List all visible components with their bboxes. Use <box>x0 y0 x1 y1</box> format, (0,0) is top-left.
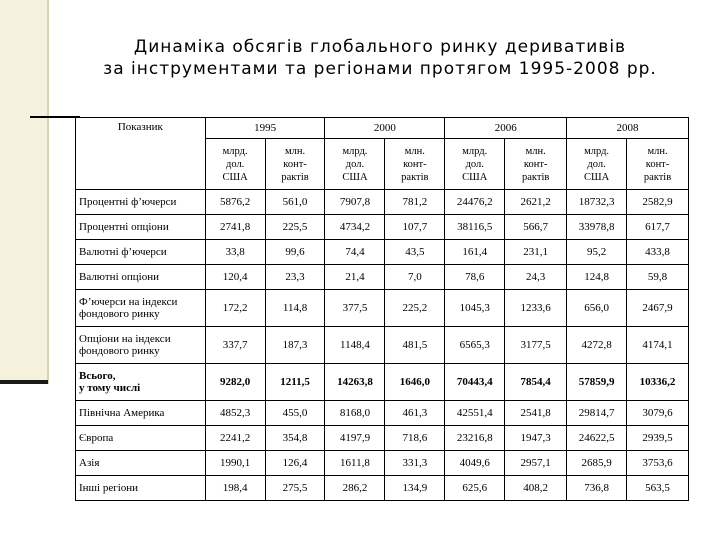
table-row <box>76 240 689 265</box>
unit-text: дол. <box>465 158 484 170</box>
unit-text: США <box>462 171 488 183</box>
table-cell: 617,7 <box>627 215 689 240</box>
year-header: 2008 <box>567 118 689 139</box>
table-cell: 563,5 <box>627 476 689 501</box>
unit-text: рактів <box>521 171 550 183</box>
table-cell: 2582,9 <box>627 190 689 215</box>
row-label: Ф’ючерси на індекси фондового ринку <box>76 290 206 327</box>
table-cell: 433,8 <box>627 240 689 265</box>
table-cell: 161,4 <box>445 240 505 265</box>
row-label-line: Всього, <box>79 370 116 382</box>
table-row <box>76 401 689 426</box>
row-label: Опціони на індекси фондового ринку <box>76 327 206 364</box>
table-cell: 33978,8 <box>567 215 627 240</box>
table-cell: 4852,3 <box>205 401 265 426</box>
table-cell: 70443,4 <box>445 364 505 401</box>
table-row <box>76 451 689 476</box>
unit-text: млн. <box>525 145 546 157</box>
decorative-vertical-line <box>47 0 49 384</box>
table-cell: 231,1 <box>505 240 567 265</box>
table-cell: 3177,5 <box>505 327 567 364</box>
table-cell: 2741,8 <box>205 215 265 240</box>
unit-text: конт- <box>403 158 427 170</box>
unit-header-usd <box>325 139 385 190</box>
table-cell: 187,3 <box>265 327 325 364</box>
derivatives-table <box>75 117 689 501</box>
unit-text: конт- <box>283 158 307 170</box>
unit-text: рактів <box>643 171 672 183</box>
unit-text: млн. <box>404 145 425 157</box>
table-cell: 2621,2 <box>505 190 567 215</box>
unit-header-contracts <box>265 139 325 190</box>
table-cell: 4197,9 <box>325 426 385 451</box>
table-cell: 4272,8 <box>567 327 627 364</box>
table-cell: 2939,5 <box>627 426 689 451</box>
table-cell: 2541,8 <box>505 401 567 426</box>
table-cell: 2957,1 <box>505 451 567 476</box>
table-cell: 7854,4 <box>505 364 567 401</box>
table-cell: 126,4 <box>265 451 325 476</box>
table-cell: 9282,0 <box>205 364 265 401</box>
table-cell: 354,8 <box>265 426 325 451</box>
table-cell: 23,3 <box>265 265 325 290</box>
table-cell: 59,8 <box>627 265 689 290</box>
table-cell: 7907,8 <box>325 190 385 215</box>
unit-text: дол. <box>225 158 245 170</box>
table-cell: 7,0 <box>385 265 445 290</box>
table-cell: 74,4 <box>325 240 385 265</box>
unit-text: США <box>583 171 610 183</box>
table-cell: 43,5 <box>385 240 445 265</box>
table-cell: 6565,3 <box>445 327 505 364</box>
row-label: Північна Америка <box>76 401 206 426</box>
table-cell: 1646,0 <box>385 364 445 401</box>
table-cell: 3753,6 <box>627 451 689 476</box>
table-cell: 3079,6 <box>627 401 689 426</box>
row-label: Процентні ф’ючерси <box>76 190 206 215</box>
table-cell: 38116,5 <box>445 215 505 240</box>
table-cell: 4734,2 <box>325 215 385 240</box>
table-cell: 8168,0 <box>325 401 385 426</box>
table-row <box>76 265 689 290</box>
table-cell: 481,5 <box>385 327 445 364</box>
table-cell: 286,2 <box>325 476 385 501</box>
table-cell: 461,3 <box>385 401 445 426</box>
decorative-bar-top <box>0 0 48 118</box>
unit-text: конт- <box>523 158 548 170</box>
table-cell: 1211,5 <box>265 364 325 401</box>
table-cell: 21,4 <box>325 265 385 290</box>
unit-text: млрд. <box>584 145 610 157</box>
unit-text: рактів <box>281 171 309 183</box>
table-cell: 134,9 <box>385 476 445 501</box>
unit-text: дол. <box>345 158 365 170</box>
table-cell: 120,4 <box>205 265 265 290</box>
table-cell: 736,8 <box>567 476 627 501</box>
slide-title <box>60 36 700 80</box>
table-cell: 4049,6 <box>445 451 505 476</box>
unit-header-usd <box>205 139 265 190</box>
unit-text: дол. <box>587 158 606 170</box>
table-cell: 10336,2 <box>627 364 689 401</box>
table-row <box>76 476 689 501</box>
table-cell: 24,3 <box>505 265 567 290</box>
table-cell: 1611,8 <box>325 451 385 476</box>
table-cell: 625,6 <box>445 476 505 501</box>
unit-header-contracts <box>627 139 689 190</box>
unit-header-contracts <box>505 139 567 190</box>
table-cell: 455,0 <box>265 401 325 426</box>
unit-text: млрд. <box>462 145 488 157</box>
table-row <box>76 190 689 215</box>
indicator-header: Показник <box>76 118 206 190</box>
table-cell: 124,8 <box>567 265 627 290</box>
row-label-total <box>76 364 206 401</box>
table-cell: 1990,1 <box>205 451 265 476</box>
table-cell: 781,2 <box>385 190 445 215</box>
table-cell: 23216,8 <box>445 426 505 451</box>
unit-text: млн. <box>647 145 668 157</box>
decorative-line-top <box>30 116 80 118</box>
title-line-2: за інструментами та регіонами протягом 1995-2008 рр. <box>103 59 657 79</box>
decorative-line-bottom <box>0 380 48 384</box>
year-header: 2000 <box>325 118 445 139</box>
table-cell: 1947,3 <box>505 426 567 451</box>
table-cell: 1045,3 <box>445 290 505 327</box>
year-header: 1995 <box>205 118 325 139</box>
table-row <box>76 290 689 327</box>
decorative-bar-middle <box>0 118 48 380</box>
table-cell: 172,2 <box>205 290 265 327</box>
table-row <box>76 215 689 240</box>
table-cell: 337,7 <box>205 327 265 364</box>
table-cell: 99,6 <box>265 240 325 265</box>
table-row-total <box>76 364 689 401</box>
row-label: Інші регіони <box>76 476 206 501</box>
row-label: Процентні опціони <box>76 215 206 240</box>
table-cell: 566,7 <box>505 215 567 240</box>
table-cell: 2241,2 <box>205 426 265 451</box>
table-cell: 42551,4 <box>445 401 505 426</box>
row-label: Європа <box>76 426 206 451</box>
unit-text: США <box>342 171 368 183</box>
unit-text: млрд. <box>222 145 248 157</box>
row-label: Азія <box>76 451 206 476</box>
table-cell: 14263,8 <box>325 364 385 401</box>
table-cell: 5876,2 <box>205 190 265 215</box>
table-cell: 24622,5 <box>567 426 627 451</box>
table-cell: 331,3 <box>385 451 445 476</box>
table-cell: 24476,2 <box>445 190 505 215</box>
year-header: 2006 <box>445 118 567 139</box>
table-cell: 107,7 <box>385 215 445 240</box>
table-cell: 2467,9 <box>627 290 689 327</box>
unit-header-contracts <box>385 139 445 190</box>
table-cell: 78,6 <box>445 265 505 290</box>
unit-text: рактів <box>401 171 429 183</box>
table-cell: 225,2 <box>385 290 445 327</box>
table-cell: 377,5 <box>325 290 385 327</box>
table-cell: 114,8 <box>265 290 325 327</box>
table-cell: 198,4 <box>205 476 265 501</box>
table-cell: 57859,9 <box>567 364 627 401</box>
table-cell: 29814,7 <box>567 401 627 426</box>
row-label-line: у тому числі <box>79 382 141 394</box>
unit-text: млрд. <box>342 145 368 157</box>
table-cell: 275,5 <box>265 476 325 501</box>
unit-header-usd <box>567 139 627 190</box>
unit-header-usd <box>445 139 505 190</box>
table-cell: 18732,3 <box>567 190 627 215</box>
table-cell: 656,0 <box>567 290 627 327</box>
unit-text: млн. <box>284 145 306 157</box>
row-label: Валютні опціони <box>76 265 206 290</box>
table-cell: 1148,4 <box>325 327 385 364</box>
table-cell: 408,2 <box>505 476 567 501</box>
table-row <box>76 426 689 451</box>
table-cell: 225,5 <box>265 215 325 240</box>
table-cell: 4174,1 <box>627 327 689 364</box>
table-cell: 718,6 <box>385 426 445 451</box>
table-cell: 33,8 <box>205 240 265 265</box>
table-cell: 561,0 <box>265 190 325 215</box>
unit-text: США <box>222 171 248 183</box>
table-row <box>76 327 689 364</box>
table-cell: 1233,6 <box>505 290 567 327</box>
table-cell: 95,2 <box>567 240 627 265</box>
row-label: Валютні ф’ючерси <box>76 240 206 265</box>
table-cell: 2685,9 <box>567 451 627 476</box>
unit-text: конт- <box>645 158 670 170</box>
title-line-1: Динаміка обсягів глобального ринку деривативів <box>133 37 627 57</box>
